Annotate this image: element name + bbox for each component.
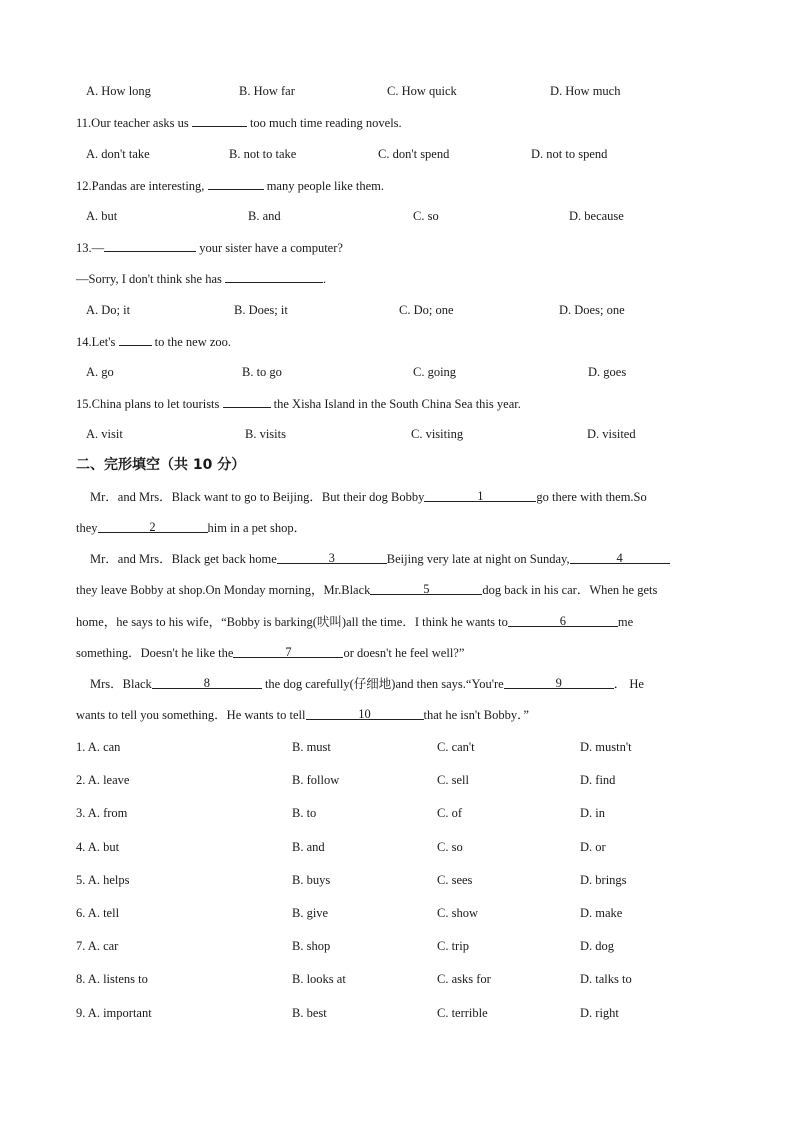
q13-blank-2 xyxy=(225,270,323,283)
passage-line-4 xyxy=(76,582,657,598)
cloze-1-option-d: D. mustn't xyxy=(580,740,632,754)
q15-option-a: A. visit xyxy=(86,427,123,441)
q11-text-after: too much time reading novels. xyxy=(246,116,402,130)
q12-stem xyxy=(76,177,384,194)
passage-blank-1 xyxy=(424,489,536,502)
blank-number: 7 xyxy=(285,645,292,659)
cloze-2-option-d: D. find xyxy=(580,773,616,787)
q12-option-b: B. and xyxy=(248,209,281,223)
cloze-1-option-b: B. must xyxy=(292,740,331,754)
q13-option-b: B. Does; it xyxy=(234,303,288,317)
q14-option-a: A. go xyxy=(86,365,114,379)
q15-option-d: D. visited xyxy=(587,427,636,441)
q15-option-c: C. visiting xyxy=(411,427,464,441)
passage-text: or doesn't he feel well?” xyxy=(343,646,465,660)
passage-text: Beijing very late at night on Sunday, xyxy=(386,552,570,566)
cloze-8-option-b: B. looks at xyxy=(292,972,346,986)
passage-blank-7 xyxy=(233,645,343,658)
q12-option-d: D. because xyxy=(569,209,624,223)
passage-line-7 xyxy=(90,676,644,692)
cloze-4-option-c: C. so xyxy=(437,840,463,854)
passage-text: that he isn't Bobby．” xyxy=(423,708,529,722)
cloze-3-option-b: B. to xyxy=(292,806,317,820)
cloze-7-option-b: B. shop xyxy=(292,939,331,953)
q10-option-d: D. How much xyxy=(550,84,621,98)
blank-number: 5 xyxy=(423,582,430,596)
q11-stem xyxy=(76,114,402,131)
cloze-9-option-a: 9. A. important xyxy=(76,1006,152,1020)
q11-blank xyxy=(192,114,247,127)
cloze-9-option-b: B. best xyxy=(292,1006,327,1020)
q11-option-a: A. don't take xyxy=(86,147,150,161)
cloze-8-option-c: C. asks for xyxy=(437,972,491,986)
q12-option-a: A. but xyxy=(86,209,118,223)
passage-text: dog back in his car．When he gets xyxy=(482,583,658,597)
cloze-6-option-a: 6. A. tell xyxy=(76,906,120,920)
passage-text: Mr．and Mrs．Black want to go to Beijing．But their dog Bobby xyxy=(90,490,425,504)
q14-text-after: to the new zoo. xyxy=(151,335,232,349)
q13-option-d: D. Does; one xyxy=(559,303,625,317)
q15-option-b: B. visits xyxy=(245,427,286,441)
passage-text: me xyxy=(617,615,634,629)
q14-option-c: C. going xyxy=(413,365,457,379)
cloze-3-option-c: C. of xyxy=(437,806,462,820)
cloze-4-option-d: D. or xyxy=(580,840,606,854)
cloze-5-option-c: C. sees xyxy=(437,873,473,887)
passage-text: ． He xyxy=(613,677,644,691)
cloze-6-option-d: D. make xyxy=(580,906,623,920)
section-heading: 二、完形填空（共 10 分） xyxy=(76,457,246,473)
passage-line-6 xyxy=(76,645,464,661)
passage-text: something．Doesn't he like the xyxy=(76,646,234,660)
cloze-6-option-c: C. show xyxy=(437,906,478,920)
q15-text-after: the Xisha Island in the South China Sea this year. xyxy=(270,397,521,411)
q14-stem xyxy=(76,333,231,350)
q13-text-before: 13.— xyxy=(76,241,105,255)
cloze-7-option-a: 7. A. car xyxy=(76,939,119,953)
q10-option-b: B. How far xyxy=(239,84,295,98)
cloze-1-option-c: C. can't xyxy=(437,740,475,754)
blank-number: 8 xyxy=(203,676,210,690)
passage-text: Mr．and Mrs．Black get back home xyxy=(90,552,277,566)
cloze-4-option-a: 4. A. but xyxy=(76,840,120,854)
cloze-5-option-b: B. buys xyxy=(292,873,331,887)
passage-blank-8 xyxy=(152,676,262,689)
q13-option-a: A. Do; it xyxy=(86,303,131,317)
q11-option-d: D. not to spend xyxy=(531,147,608,161)
q15-stem xyxy=(76,395,521,412)
q10-option-a: A. How long xyxy=(86,84,151,98)
q12-text-after: many people like them. xyxy=(263,179,385,193)
cloze-9-option-c: C. terrible xyxy=(437,1006,488,1020)
q13-stem xyxy=(76,239,343,256)
blank-number: 4 xyxy=(616,551,623,565)
passage-text: wants to tell you something．He wants to tell xyxy=(76,708,306,722)
q13-response-before: —Sorry, I don't think she has xyxy=(76,272,225,286)
q13-text-after: your sister have a computer? xyxy=(196,241,343,255)
cloze-5-option-a: 5. A. helps xyxy=(76,873,130,887)
cloze-2-option-b: B. follow xyxy=(292,773,340,787)
q14-option-d: D. goes xyxy=(588,365,627,379)
q11-text-before: 11.Our teacher asks us xyxy=(76,116,192,130)
q11-option-b: B. not to take xyxy=(229,147,297,161)
passage-text: Mrs．Black xyxy=(90,677,152,691)
q13-blank-1 xyxy=(104,239,196,252)
q13-option-c: C. Do; one xyxy=(399,303,454,317)
blank-number: 6 xyxy=(559,614,566,628)
cloze-7-option-d: D. dog xyxy=(580,939,615,953)
passage-line-1 xyxy=(90,489,700,505)
q15-blank xyxy=(223,395,271,408)
passage-text: go there with them.So xyxy=(536,490,647,504)
q13-response-after: . xyxy=(323,272,327,286)
q11-option-c: C. don't spend xyxy=(378,147,450,161)
q14-blank xyxy=(119,333,152,346)
q10-option-c: C. How quick xyxy=(387,84,457,98)
passage-text: him in a pet shop． xyxy=(207,521,307,535)
passage-text: they leave Bobby at shop.On Monday morning，Mr.Black xyxy=(76,583,371,597)
cloze-6-option-b: B. give xyxy=(292,906,329,920)
passage-blank-6 xyxy=(508,614,618,627)
q14-text-before: 14.Let's xyxy=(76,335,119,349)
passage-line-8 xyxy=(76,707,529,723)
passage-line-5 xyxy=(76,614,633,630)
passage-text: home，he says to his wife，“Bobby is barking(吠叫)all the time．I think he wants to xyxy=(76,615,508,629)
cloze-9-option-d: D. right xyxy=(580,1006,619,1020)
cloze-2-option-c: C. sell xyxy=(437,773,469,787)
blank-number: 10 xyxy=(358,707,371,721)
blank-number: 2 xyxy=(149,520,156,534)
cloze-1-option-a: 1. A. can xyxy=(76,740,121,754)
passage-blank-3 xyxy=(277,551,387,564)
blank-number: 9 xyxy=(555,676,562,690)
q12-blank xyxy=(208,177,264,190)
cloze-8-option-a: 8. A. listens to xyxy=(76,972,148,986)
passage-blank-9 xyxy=(504,676,614,689)
blank-number: 3 xyxy=(328,551,335,565)
q12-text-before: 12.Pandas are interesting, xyxy=(76,179,208,193)
passage-text: they xyxy=(76,521,98,535)
q15-text-before: 15.China plans to let tourists xyxy=(76,397,223,411)
cloze-7-option-c: C. trip xyxy=(437,939,469,953)
passage-blank-2 xyxy=(98,520,208,533)
blank-number: 1 xyxy=(477,489,484,503)
passage-blank-4 xyxy=(570,551,670,564)
q14-option-b: B. to go xyxy=(242,365,282,379)
cloze-3-option-d: D. in xyxy=(580,806,605,820)
cloze-2-option-a: 2. A. leave xyxy=(76,773,130,787)
q12-option-c: C. so xyxy=(413,209,439,223)
cloze-8-option-d: D. talks to xyxy=(580,972,632,986)
passage-blank-10 xyxy=(306,707,424,720)
passage-line-2 xyxy=(76,520,306,536)
cloze-5-option-d: D. brings xyxy=(580,873,627,887)
cloze-4-option-b: B. and xyxy=(292,840,325,854)
cloze-3-option-a: 3. A. from xyxy=(76,806,128,820)
passage-line-3 xyxy=(90,551,670,567)
passage-text: the dog carefully(仔细地)and then says.“You're xyxy=(261,677,504,691)
passage-blank-5 xyxy=(370,582,482,595)
q13-response xyxy=(76,270,326,287)
